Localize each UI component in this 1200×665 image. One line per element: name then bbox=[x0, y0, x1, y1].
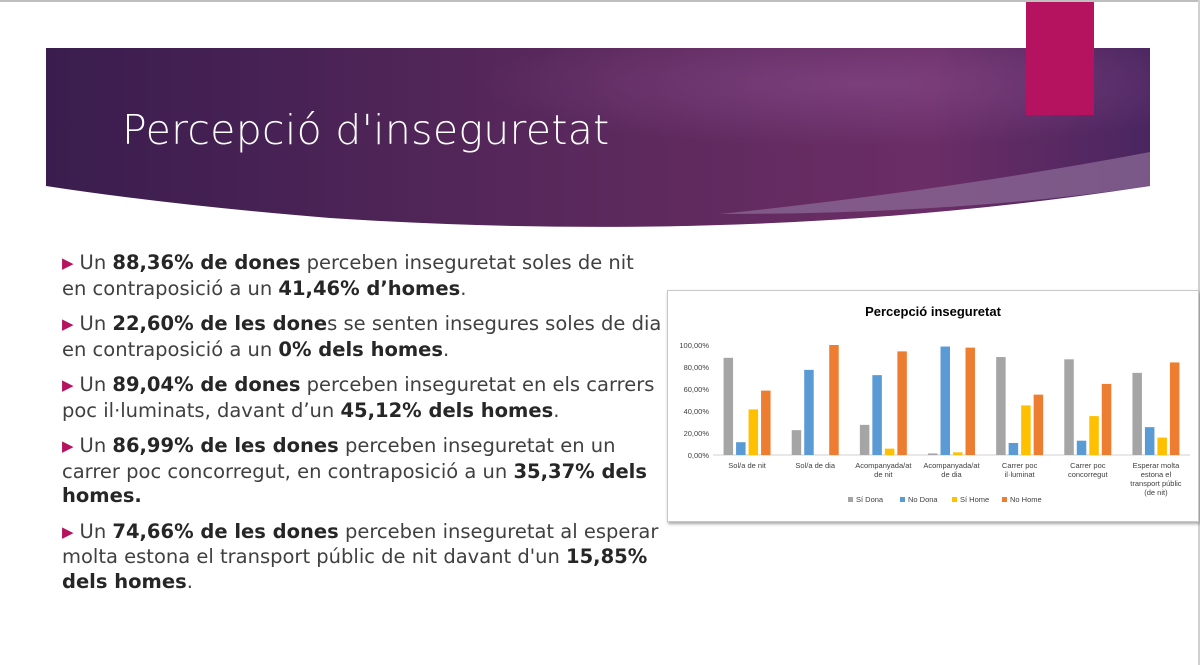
bullet-text-bold: 74,66% de les dones bbox=[112, 519, 339, 543]
bar-s-dona bbox=[928, 453, 938, 455]
bullet-text-bold: 89,04% de dones bbox=[112, 373, 301, 396]
bullet-text: Un bbox=[79, 251, 113, 274]
x-tick-label: transport públic bbox=[1130, 479, 1182, 488]
bar-no-dona bbox=[1145, 427, 1155, 455]
bar-no-dona bbox=[872, 375, 882, 455]
bullet-text: . bbox=[553, 398, 560, 422]
bullet-item bbox=[62, 434, 662, 509]
bullet-text: perceben inseguretat en un carrer poc concorregut, en contraposició a un bbox=[62, 434, 616, 483]
y-tick-label: 100,00% bbox=[679, 341, 709, 350]
bar-chart bbox=[668, 291, 1198, 521]
x-tick-label: concorregut bbox=[1067, 470, 1108, 479]
legend-swatch bbox=[848, 497, 853, 502]
x-tick-label: de dia bbox=[941, 470, 962, 479]
legend-swatch bbox=[1002, 497, 1007, 502]
bar-no-dona bbox=[1009, 443, 1019, 455]
bar-no-home bbox=[829, 345, 839, 455]
x-tick-label: Sol/a de nit bbox=[728, 461, 766, 470]
y-tick-label: 20,00% bbox=[683, 429, 709, 438]
bullet-text-bold: 35,37% dels homes. bbox=[62, 459, 647, 507]
bullet-item bbox=[62, 520, 662, 595]
bullet-list bbox=[62, 251, 662, 605]
bar-s-home bbox=[1157, 438, 1167, 455]
bullet-text-bold: 86,99% de les dones bbox=[112, 434, 339, 457]
bar-s-dona bbox=[1132, 373, 1142, 455]
x-tick-label: Acompanyada/at bbox=[923, 461, 980, 470]
x-tick-label: Acompanyada/at bbox=[855, 461, 912, 470]
bullet-text-bold: 45,12% dels homes bbox=[340, 398, 554, 422]
bar-no-home bbox=[1102, 384, 1112, 455]
bullet-item bbox=[62, 251, 662, 301]
chart-container bbox=[667, 290, 1199, 522]
bullet-arrow-icon: ▶ bbox=[62, 376, 74, 394]
y-tick-label: 60,00% bbox=[683, 385, 709, 394]
bar-no-dona bbox=[736, 442, 746, 455]
bullet-text: . bbox=[186, 569, 193, 593]
bullet-text-bold: 0% dels homes bbox=[278, 337, 443, 361]
x-tick-label: Carrer poc bbox=[1001, 461, 1038, 470]
bar-no-home bbox=[761, 391, 771, 455]
bullet-text: Un bbox=[79, 519, 113, 543]
bar-no-home bbox=[1170, 362, 1180, 455]
bullet-text: Un bbox=[79, 312, 113, 335]
x-tick-label: estona el bbox=[1140, 470, 1172, 479]
bar-s-dona bbox=[792, 430, 802, 455]
bar-no-home bbox=[897, 351, 907, 455]
legend-label: No Dona bbox=[908, 495, 938, 504]
x-tick-label: Carrer poc bbox=[1070, 461, 1106, 470]
bullet-text: perceben inseguretat en els carrers poc il·luminats, davant d’un bbox=[62, 373, 655, 422]
chart-title: Percepció inseguretat bbox=[865, 304, 1001, 319]
bar-s-home bbox=[885, 449, 895, 455]
bullet-text: Un bbox=[79, 373, 113, 396]
slide-title: Percepció d'inseguretat bbox=[122, 106, 610, 154]
x-tick-label: Esperar molta bbox=[1132, 461, 1180, 470]
bar-s-dona bbox=[1064, 359, 1074, 455]
bullet-arrow-icon: ▶ bbox=[62, 522, 74, 541]
bullet-text: Un bbox=[79, 434, 113, 457]
bullet-text: s se senten insegures soles de dia en contraposició a un bbox=[62, 312, 662, 361]
bar-s-home bbox=[1089, 416, 1099, 455]
bullet-arrow-icon: ▶ bbox=[62, 315, 74, 333]
bullet-arrow-icon: ▶ bbox=[62, 437, 74, 455]
bullet-text-bold: 41,46% d’homes bbox=[278, 276, 461, 300]
bar-s-dona bbox=[724, 358, 734, 455]
x-tick-label: il·luminat bbox=[1004, 470, 1035, 479]
x-tick-label: (de nit) bbox=[1144, 488, 1168, 497]
bullet-text: perceben inseguretat soles de nit en contraposició a un bbox=[62, 251, 634, 300]
legend-label: Sí Home bbox=[960, 495, 990, 504]
bar-s-dona bbox=[860, 425, 870, 455]
bar-s-home bbox=[953, 452, 963, 455]
bar-no-dona bbox=[941, 347, 951, 455]
legend-swatch bbox=[900, 497, 905, 502]
bullet-text: . bbox=[443, 337, 450, 361]
bullet-text-bold: 22,60% de les done bbox=[112, 312, 328, 335]
bullet-text: perceben inseguretat al esperar molta estona el transport públic de nit davant d'un bbox=[62, 519, 659, 568]
bar-s-home bbox=[1021, 405, 1031, 455]
accent-rectangle bbox=[1026, 2, 1094, 115]
legend-label: No Home bbox=[1010, 495, 1042, 504]
y-tick-label: 80,00% bbox=[683, 363, 709, 372]
y-tick-label: 0,00% bbox=[687, 451, 709, 460]
bar-s-dona bbox=[996, 357, 1006, 455]
bullet-item bbox=[62, 312, 662, 362]
bullet-text: . bbox=[460, 276, 467, 300]
y-tick-label: 40,00% bbox=[683, 407, 709, 416]
bullet-text-bold: 15,85% dels homes bbox=[62, 545, 648, 593]
bar-s-home bbox=[749, 409, 759, 455]
bullet-text-bold: 88,36% de dones bbox=[112, 251, 301, 274]
bar-no-dona bbox=[804, 370, 814, 455]
bar-no-home bbox=[966, 348, 976, 455]
legend-swatch bbox=[952, 497, 957, 502]
x-tick-label: de nit bbox=[874, 470, 893, 479]
bullet-item bbox=[62, 373, 662, 423]
x-tick-label: Sol/a de dia bbox=[795, 461, 836, 470]
bar-no-dona bbox=[1077, 441, 1087, 455]
bar-no-home bbox=[1034, 395, 1044, 455]
legend-label: Sí Dona bbox=[856, 495, 884, 504]
bullet-arrow-icon: ▶ bbox=[62, 254, 74, 272]
